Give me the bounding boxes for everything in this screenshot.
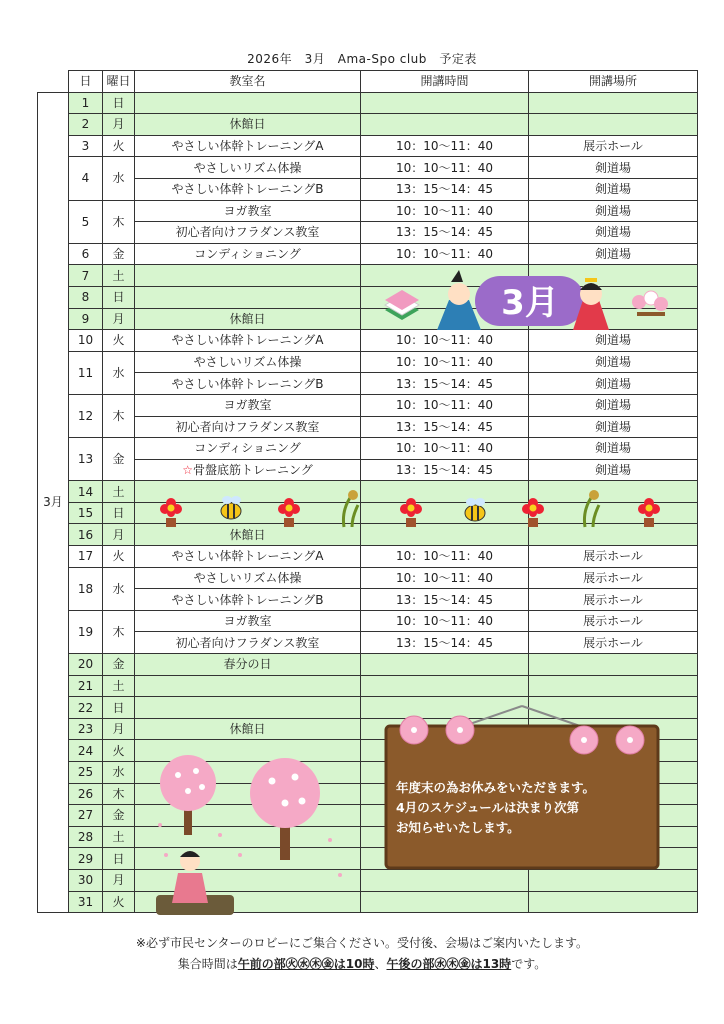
notice-board: [384, 700, 660, 870]
table-row: [38, 330, 698, 352]
class-cell: [135, 135, 361, 157]
time-cell: [361, 114, 529, 136]
day-cell: 19: [69, 610, 103, 653]
male-doll-icon: [437, 270, 481, 330]
weekday-cell: 火: [103, 891, 135, 913]
class-cell: [135, 718, 361, 740]
weekday-cell: 月: [103, 869, 135, 891]
class-name: 初心者向けフラダンス教室: [175, 419, 320, 434]
table-row: [38, 891, 698, 913]
place-cell: [529, 502, 698, 524]
class-cell: [135, 438, 361, 460]
class-cell: [135, 524, 361, 546]
time-header: 開講時間: [361, 71, 529, 93]
place-cell: 剣道場: [529, 178, 698, 200]
time-cell: 10：10～11：40: [361, 438, 529, 460]
day-cell: 20: [69, 654, 103, 676]
class-cell: [135, 200, 361, 222]
weekday-cell: 水: [103, 157, 135, 200]
weekday-cell: 土: [103, 481, 135, 503]
day-cell: 18: [69, 567, 103, 610]
time-cell: [361, 869, 529, 891]
table-row: [38, 654, 698, 676]
place-cell: 展示ホール: [529, 610, 698, 632]
class-cell: [135, 589, 361, 611]
day-cell: 10: [69, 330, 103, 352]
class-name: 休館日: [229, 311, 266, 326]
place-cell: 展示ホール: [529, 546, 698, 568]
place-header: 開講場所: [529, 71, 698, 93]
class-name: やさしい体幹トレーニングB: [171, 182, 324, 197]
star-icon: ☆: [182, 462, 193, 477]
class-name: やさしい体幹トレーニングA: [171, 139, 324, 154]
weekday-cell: 金: [103, 805, 135, 827]
class-cell: [135, 114, 361, 136]
footer-morning: 午前の部㊋㊌㊍㊎は10時: [237, 957, 375, 971]
class-name: 初心者向けフラダンス教室: [175, 225, 320, 240]
table-row: [38, 416, 698, 438]
class-name: やさしいリズム体操: [193, 355, 302, 370]
day-cell: 6: [69, 243, 103, 265]
time-cell: [361, 92, 529, 114]
time-cell: 13：15～14：45: [361, 459, 529, 481]
weekday-cell: 木: [103, 200, 135, 243]
class-cell: [135, 243, 361, 265]
time-cell: 10：10～11：40: [361, 200, 529, 222]
footer-post: です。: [511, 957, 547, 971]
place-cell: [529, 481, 698, 503]
day-cell: 30: [69, 869, 103, 891]
day-cell: 5: [69, 200, 103, 243]
table-row: [38, 114, 698, 136]
day-cell: 3: [69, 135, 103, 157]
table-row: [38, 481, 698, 503]
day-cell: 4: [69, 157, 103, 200]
time-cell: 13：15～14：45: [361, 178, 529, 200]
day-cell: 27: [69, 805, 103, 827]
place-cell: 剣道場: [529, 373, 698, 395]
table-row: [38, 351, 698, 373]
weekday-cell: 火: [103, 330, 135, 352]
day-cell: 7: [69, 265, 103, 287]
class-cell: [135, 330, 361, 352]
class-name: やさしい体幹トレーニングB: [171, 592, 324, 607]
place-cell: 剣道場: [529, 416, 698, 438]
cherry-tree-icon: [250, 758, 320, 860]
day-cell: 11: [69, 351, 103, 394]
day-cell: 14: [69, 481, 103, 503]
class-name: やさしいリズム体操: [193, 160, 302, 175]
time-cell: [361, 524, 529, 546]
peach-blossom-icon: [632, 291, 668, 316]
class-name: 休館日: [229, 722, 266, 737]
day-cell: 28: [69, 826, 103, 848]
day-cell: 2: [69, 114, 103, 136]
class-cell: [135, 394, 361, 416]
day-header: 日: [69, 71, 103, 93]
month-cell: 3月: [38, 92, 69, 913]
place-cell: [529, 675, 698, 697]
class-cell: [135, 351, 361, 373]
weekday-cell: 木: [103, 394, 135, 437]
class-name: 春分の日: [223, 657, 272, 672]
footer-note: ※必ず市民センターのロビーにご集合ください。受付後、会場はご案内いたします。: [135, 936, 589, 950]
time-cell: 13：15～14：45: [361, 373, 529, 395]
time-cell: 10：10～11：40: [361, 243, 529, 265]
class-name: 初心者向けフラダンス教室: [175, 635, 320, 650]
weekday-cell: 日: [103, 502, 135, 524]
class-name: ヨガ教室: [223, 398, 272, 413]
class-name: 骨盤底筋トレーニング: [193, 462, 313, 477]
weekday-cell: 火: [103, 740, 135, 762]
time-cell: 10：10～11：40: [361, 135, 529, 157]
day-cell: 23: [69, 718, 103, 740]
time-cell: [361, 675, 529, 697]
day-cell: 9: [69, 308, 103, 330]
time-cell: 13：15～14：45: [361, 632, 529, 654]
place-cell: [529, 114, 698, 136]
place-cell: 展示ホール: [529, 589, 698, 611]
time-cell: 10：10～11：40: [361, 610, 529, 632]
class-cell: [135, 416, 361, 438]
sakura-illustration: [150, 745, 350, 925]
weekday-cell: 土: [103, 826, 135, 848]
class-cell: [135, 675, 361, 697]
page-title: 2026年 3月 Ama-Spo club 予定表: [247, 52, 477, 66]
time-cell: 13：15～14：45: [361, 416, 529, 438]
weekday-cell: 月: [103, 524, 135, 546]
weekday-cell: 水: [103, 762, 135, 784]
time-cell: 13：15～14：45: [361, 222, 529, 244]
kimono-girl-icon: [156, 851, 234, 915]
day-cell: 22: [69, 697, 103, 719]
table-row: [38, 135, 698, 157]
place-cell: [529, 524, 698, 546]
table-row: [38, 92, 698, 114]
table-row: [38, 394, 698, 416]
time-cell: 10：10～11：40: [361, 351, 529, 373]
class-cell: [135, 459, 361, 481]
day-cell: 15: [69, 502, 103, 524]
weekday-cell: 火: [103, 135, 135, 157]
class-cell: [135, 502, 361, 524]
cherry-tree-icon: [160, 755, 216, 835]
table-row: [38, 178, 698, 200]
class-name: 休館日: [229, 117, 266, 132]
place-cell: [529, 92, 698, 114]
day-cell: 29: [69, 848, 103, 870]
class-name: やさしい体幹トレーニングA: [171, 333, 324, 348]
class-name: 休館日: [229, 527, 266, 542]
class-name: コンディショニング: [194, 441, 301, 456]
weekday-header: 曜日: [103, 71, 135, 93]
table-row: [38, 589, 698, 611]
place-cell: 剣道場: [529, 438, 698, 460]
day-cell: 24: [69, 740, 103, 762]
weekday-cell: 金: [103, 243, 135, 265]
day-cell: 17: [69, 546, 103, 568]
footer-afternoon: 午後の部㊌㊍㊎は13時: [386, 957, 512, 971]
weekday-cell: 水: [103, 351, 135, 394]
table-row: [38, 200, 698, 222]
table-row: [38, 632, 698, 654]
time-cell: 10：10～11：40: [361, 330, 529, 352]
table-row: [38, 438, 698, 460]
class-cell: [135, 222, 361, 244]
table-row: [38, 546, 698, 568]
time-cell: 13：15～14：45: [361, 589, 529, 611]
place-cell: 剣道場: [529, 157, 698, 179]
weekday-cell: 火: [103, 546, 135, 568]
class-cell: [135, 92, 361, 114]
weekday-cell: 土: [103, 675, 135, 697]
class-cell: [135, 373, 361, 395]
place-cell: [529, 891, 698, 913]
time-cell: [361, 502, 529, 524]
banner-label: 3月: [501, 283, 559, 323]
day-cell: 21: [69, 675, 103, 697]
table-row: [38, 243, 698, 265]
day-cell: 1: [69, 92, 103, 114]
place-cell: 剣道場: [529, 394, 698, 416]
weekday-cell: 木: [103, 783, 135, 805]
footer-meeting-time: [0, 955, 724, 972]
hishimochi-icon: [385, 290, 419, 320]
weekday-cell: 月: [103, 114, 135, 136]
table-row: [38, 459, 698, 481]
place-cell: [529, 869, 698, 891]
weekday-cell: 金: [103, 438, 135, 481]
class-name: やさしい体幹トレーニングB: [171, 376, 324, 391]
class-cell: [135, 697, 361, 719]
class-cell: [135, 567, 361, 589]
weekday-cell: 木: [103, 610, 135, 653]
class-cell: [135, 481, 361, 503]
table-row: [38, 610, 698, 632]
class-name: コンディショニング: [194, 247, 301, 262]
board-line-3: お知らせいたします。: [396, 820, 520, 835]
place-cell: 展示ホール: [529, 567, 698, 589]
table-row: [38, 222, 698, 244]
table-row: [38, 675, 698, 697]
weekday-cell: 日: [103, 697, 135, 719]
table-row: [38, 524, 698, 546]
weekday-cell: 金: [103, 654, 135, 676]
weekday-cell: 日: [103, 848, 135, 870]
class-cell: [135, 610, 361, 632]
place-cell: 剣道場: [529, 200, 698, 222]
table-row: [38, 567, 698, 589]
class-cell: [135, 654, 361, 676]
class-cell: [135, 632, 361, 654]
board-line-1: 年度末の為お休みをいただきます。: [396, 780, 596, 795]
day-cell: 16: [69, 524, 103, 546]
class-cell: [135, 157, 361, 179]
class-header: 教室名: [135, 71, 361, 93]
place-cell: 剣道場: [529, 351, 698, 373]
class-cell: [135, 308, 361, 330]
class-name: やさしい体幹トレーニングA: [171, 549, 324, 564]
day-cell: 13: [69, 438, 103, 481]
table-row: [38, 373, 698, 395]
day-cell: 25: [69, 762, 103, 784]
place-cell: 剣道場: [529, 459, 698, 481]
place-cell: 剣道場: [529, 330, 698, 352]
weekday-cell: 日: [103, 92, 135, 114]
footer-pre: 集合時間は: [177, 957, 238, 971]
time-cell: [361, 481, 529, 503]
place-cell: 展示ホール: [529, 632, 698, 654]
footer-mid: 、: [374, 957, 387, 971]
table-row: [38, 502, 698, 524]
time-cell: 10：10～11：40: [361, 567, 529, 589]
weekday-cell: 月: [103, 718, 135, 740]
class-cell: [135, 265, 361, 287]
day-cell: 12: [69, 394, 103, 437]
day-cell: 31: [69, 891, 103, 913]
class-cell: [135, 546, 361, 568]
class-name: ヨガ教室: [223, 203, 272, 218]
time-cell: [361, 891, 529, 913]
day-cell: 26: [69, 783, 103, 805]
class-name: やさしいリズム体操: [193, 570, 302, 585]
table-row: [38, 157, 698, 179]
march-banner: [377, 270, 677, 332]
place-cell: 剣道場: [529, 222, 698, 244]
table-row: [38, 869, 698, 891]
month-header-cell: [38, 71, 69, 93]
class-cell: [135, 286, 361, 308]
time-cell: 10：10～11：40: [361, 394, 529, 416]
time-cell: [361, 654, 529, 676]
weekday-cell: 土: [103, 265, 135, 287]
class-cell: [135, 178, 361, 200]
class-name: ヨガ教室: [223, 614, 272, 629]
board-line-2: 4月のスケジュールは決まり次第: [396, 800, 579, 815]
weekday-cell: 水: [103, 567, 135, 610]
weekday-cell: 日: [103, 286, 135, 308]
weekday-cell: 月: [103, 308, 135, 330]
day-cell: 8: [69, 286, 103, 308]
time-cell: 10：10～11：40: [361, 546, 529, 568]
time-cell: 10：10～11：40: [361, 157, 529, 179]
place-cell: [529, 654, 698, 676]
place-cell: 展示ホール: [529, 135, 698, 157]
place-cell: 剣道場: [529, 243, 698, 265]
